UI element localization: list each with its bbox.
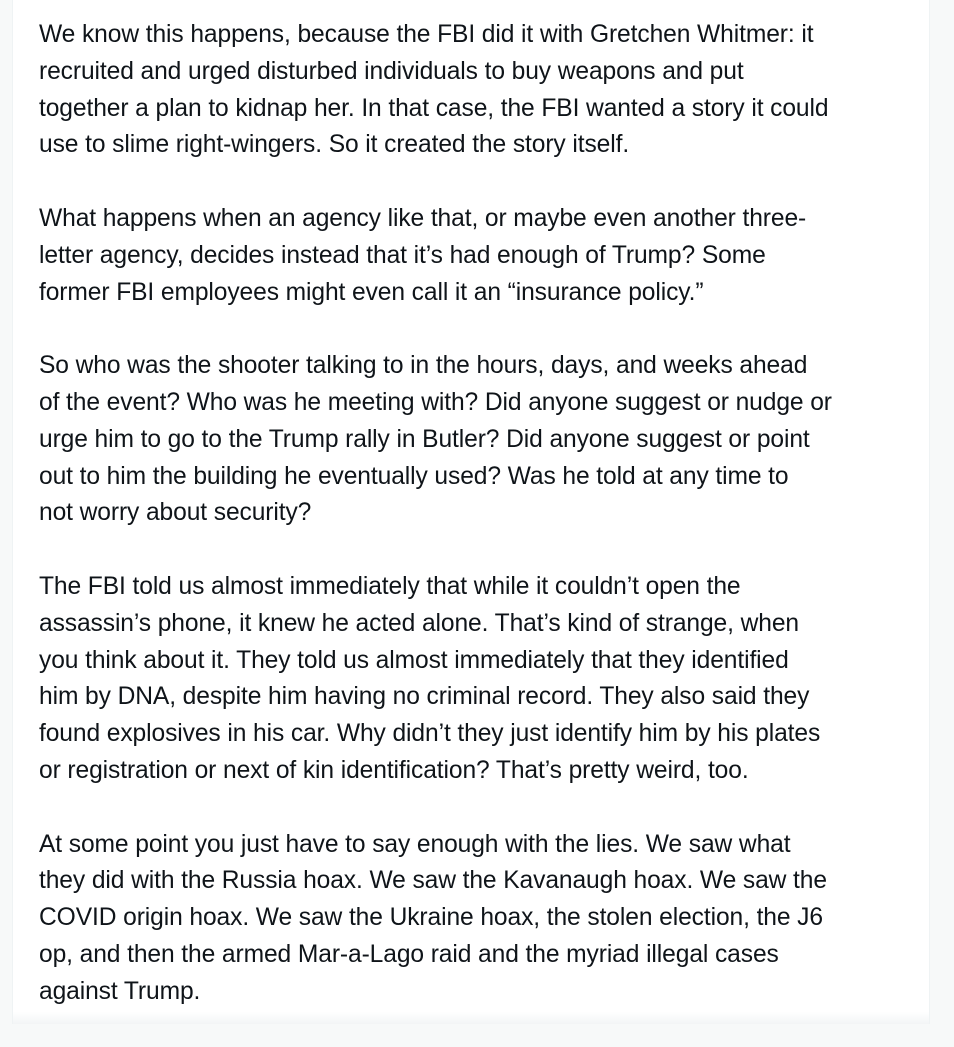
text-line: they did with the Russia hoax. We saw the Kavanaugh hoax. We saw the xyxy=(39,867,827,895)
text-line: What happens when an agency like that, or maybe even another three- xyxy=(39,204,807,232)
text-line: op, and then the armed Mar-a-Lago raid and the myriad illegal cases xyxy=(39,940,779,968)
text-line: use to slime right-wingers. So it created the story itself. xyxy=(39,131,630,159)
text-line: So who was the shooter talking to in the hours, days, and weeks ahead xyxy=(39,352,808,380)
text-line: At some point you just have to say enough with the lies. We saw what xyxy=(39,830,791,858)
post-paragraph-2 xyxy=(39,201,919,311)
text-line: assassin’s phone, it knew he acted alone. That’s kind of strange, when xyxy=(39,609,799,637)
text-line: you think about it. They told us almost immediately that they identified xyxy=(39,646,789,674)
text-line: him by DNA, despite him having no criminal record. They also said they xyxy=(39,683,810,711)
post-container xyxy=(12,0,930,1024)
text-line: We know this happens, because the FBI did it with Gretchen Whitmer: it xyxy=(39,21,814,48)
text-line: letter agency, decides instead that it’s had enough of Trump? Some xyxy=(39,241,766,269)
bottom-fade xyxy=(13,1012,929,1024)
text-line: urge him to go to the Trump rally in Butler? Did anyone suggest or point xyxy=(39,425,810,453)
text-line: former FBI employees might even call it an “insurance policy.” xyxy=(39,278,704,306)
post-paragraph-1 xyxy=(39,17,919,164)
text-line: not worry about security? xyxy=(39,499,312,527)
text-line: together a plan to kidnap her. In that case, the FBI wanted a story it could xyxy=(39,94,829,122)
text-line: recruited and urged disturbed individuals to buy weapons and put xyxy=(39,57,744,85)
text-line: out to him the building he eventually used? Was he told at any time to xyxy=(39,462,789,490)
text-line: of the event? Who was he meeting with? Did anyone suggest or nudge or xyxy=(39,388,832,416)
text-line: against Trump. xyxy=(39,977,201,1005)
post-text xyxy=(39,17,919,1047)
text-line: found explosives in his car. Why didn’t they just identify him by his plates xyxy=(39,720,821,748)
text-line: COVID origin hoax. We saw the Ukraine hoax, the stolen election, the J6 xyxy=(39,904,823,932)
text-line: The FBI told us almost immediately that while it couldn’t open the xyxy=(39,572,741,600)
post-paragraph-5 xyxy=(39,827,919,1011)
post-paragraph-3 xyxy=(39,348,919,532)
text-line: or registration or next of kin identification? That’s pretty weird, too. xyxy=(39,756,749,784)
post-paragraph-4 xyxy=(39,569,919,790)
